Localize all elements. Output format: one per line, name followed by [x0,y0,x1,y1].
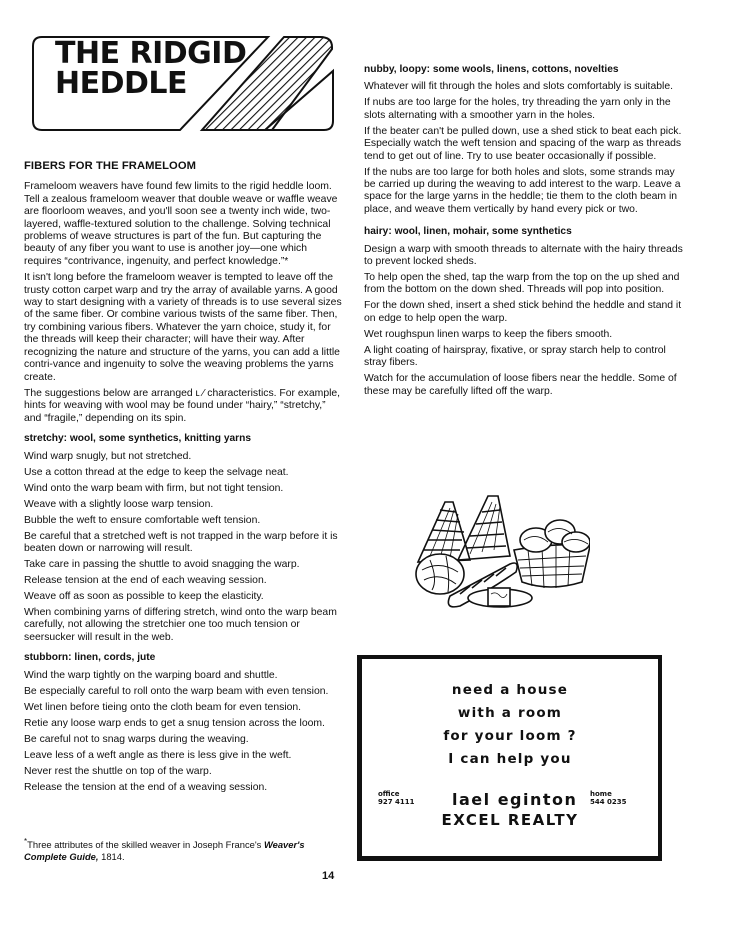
stubborn-heading: stubborn: linen, cords, jute [24,652,156,664]
section-title: FIBERS FOR THE FRAMELOOM [24,160,197,172]
tip-item: A light coating of hairspray, fixative, or spray starch help to control stray fibers. [364,344,666,369]
tip-item: Wind the warp tightly on the warping board and shuttle. [24,669,278,681]
body-paragraph: It isn't long before the frameloom weaver is tempted to leave off the trusty cotton carpet warp and try the array of available yarns. A good way to start designing with a variety of threads is to use several sizes of the same fiber. Or combine various twists of the same fiber. Then, try combining various fibers. Whatever the yarn choice, study it, for the threads will keep their character; will have their way. After recognizing the nature and structure of the yarns, you can add a little contri-vance and ingenuity to solve the weaving problems the yarns create. [24,272,342,383]
tip-item: Be especially careful to roll onto the warp beam with even tension. [24,685,329,697]
tip-item: To help open the shed, tap the warp from the top on the up shed and from the bottom on the down shed. Threads will pop into position. [364,272,680,296]
tip-item: Wet linen before tieing onto the cloth beam for even tension. [24,701,302,713]
tip-item: Wind onto the warp beam with firm, but not tight tension. [24,482,284,494]
tip-item: Watch for the accumulation of loose fibers near the heddle. Some of these may be carefully lifted off the warp. [364,373,677,397]
tip-item: Release the tension at the end of a weaving session. [24,781,268,793]
tip-item: Bubble the weft to ensure comfortable weft tension. [24,514,261,526]
ad-tagline [362,679,658,771]
nubby-tips [364,81,684,216]
stretchy-heading: stretchy: wool, some synthetics, knitting yarns [24,433,252,445]
tip-item: If the beater can't be pulled down, use a shed stick to beat each pick. Especially watch the weft tension and spacing of the warp as threads tend to get out of line. Try to use beater occasionally if possible. [364,125,682,162]
realty-advertisement [357,655,662,861]
company-name: EXCEL REALTY [441,811,579,829]
tip-item: If nubs are too large for the holes, try threading the yarn only in the slots alternating with a smoother yarn in the holes. [364,97,671,121]
page-number: 14 [322,870,335,882]
footnote [24,839,344,862]
agent-name: lael eginton [452,790,578,809]
tip-item: Weave off as soon as possible to keep the elasticity. [24,590,264,602]
tip-item: For the down shed, insert a shed stick behind the heddle and stand it on edge to help open the warp. [364,300,682,324]
office-number: 927 4111 [378,798,415,806]
ad-line: need a house [451,682,569,698]
tip-item: Retie any loose warp ends to get a snug tension across the loom. [24,717,325,729]
tip-item: Take care in passing the shuttle to avoid snagging the warp. [24,558,300,570]
tip-item: Release tension at the end of each weaving session. [24,574,267,586]
intro-paragraph: Frameloom weavers have found few limits to the rigid heddle loom. Tell a zealous frameloom weaver that double weave or waffle weave are floorloom weaves, and you'll soon see a twenty inch wide, two-layered, waffle-textured solution to the challenge. Solving technical problems of weave structures is part of the fun. But capturing the beauty of any fiber you want to use is another joy—one which requires “contrivance, ingenuity, and perfect knowledge.”* [24,181,338,267]
footnote-book-title: Weaver's Complete Guide, [24,839,305,862]
column-banner [30,33,340,133]
left-column [24,160,342,798]
footnote-marker: * [24,837,28,846]
tip-item: Wet roughspun linen warps to keep the fibers smooth. [364,328,613,340]
stretchy-tips [24,451,342,645]
tip-item: Be careful not to snag warps during the weaving. [24,733,249,745]
right-column [364,64,684,402]
tip-item: When combining yarns of differing stretch, wind onto the warp beam carefully, not allowing the stretchier one too much tension or seersucker will result in the web. [24,606,337,643]
home-label: home [590,790,612,798]
tip-item: Whatever will fit through the holes and slots comfortably is suitable. [364,81,673,93]
body-paragraph: The suggestions below are arranged ʟ ⁄ characteristics. For example, hints for weaving with wool may be found under “hairy,” “stretchy,” and “fragile,” depending on its spin. [24,387,341,424]
tip-item: Be careful that a stretched weft is not trapped in the warp before it is beaten down or narrowing will result. [24,530,338,554]
tip-item: Never rest the shuttle on top of the warp. [24,765,212,777]
nubby-heading: nubby, loopy: some wools, linens, cottons, novelties [364,64,619,75]
footnote-text: Three attributes of the skilled weaver in Joseph France's [27,839,264,850]
home-phone [590,790,627,806]
tip-item: Use a cotton thread at the edge to keep the selvage neat. [24,466,289,478]
footnote-year: 1814. [98,851,125,862]
tip-item: Leave less of a weft angle as there is less give in the weft. [24,749,292,761]
tip-item: If the nubs are too large for both holes and slots, some strands may be carried up during the weaving to add interest to the warp. Leave a space for the large yarns in the heddle; tie them to the cloth beam in place, and weave them vertically by hand every pick or two. [364,166,681,215]
hairy-tips [364,244,684,398]
home-number: 544 0235 [590,798,627,806]
yarn-cones-and-basket-illustration-icon [410,490,590,610]
ad-line: with a room [457,705,563,721]
ad-line: I can help you [448,751,572,767]
tip-item: Weave with a slightly loose warp tension. [24,498,214,510]
tip-item: Wind warp snugly, but not stretched. [24,450,192,462]
hairy-heading: hairy: wool, linen, mohair, some synthetics [364,226,572,238]
ad-line: for your loom ? [443,728,577,744]
tip-item: Design a warp with smooth threads to alternate with the hairy threads to prevent locked sheds. [364,243,683,268]
office-phone [378,790,415,806]
banner-title-line-1: THE RIDGID [55,36,247,71]
banner-title [55,36,247,101]
office-label: office [378,790,400,798]
banner-title-line-2: HEDDLE [55,66,188,101]
stubborn-tips [24,670,342,794]
